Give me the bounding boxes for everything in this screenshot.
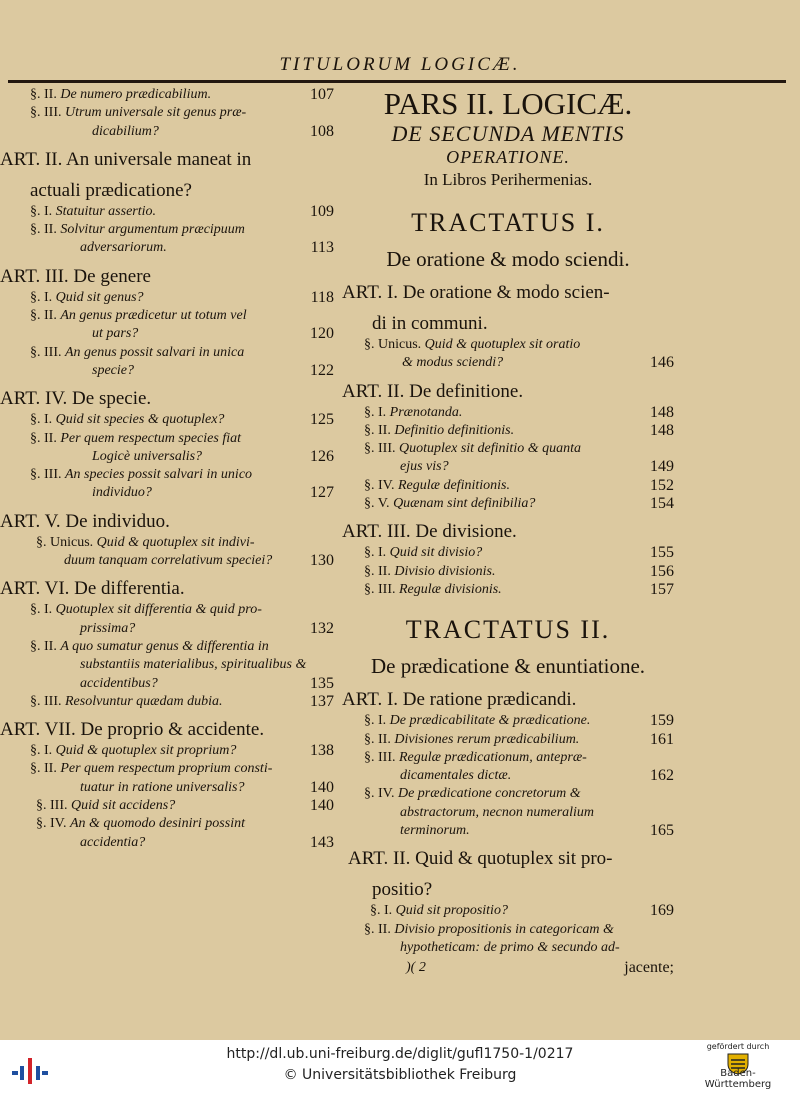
running-head: TITULORUM LOGICÆ.	[279, 54, 521, 75]
toc-section-line	[30, 430, 334, 448]
page-number: 137	[310, 692, 334, 710]
toc-heading	[342, 611, 674, 649]
page-number: 130	[310, 552, 334, 570]
section-symbol: §. III.	[30, 105, 65, 121]
toc-section-line	[36, 815, 334, 833]
page-number: 148	[650, 403, 674, 421]
viewer-footer	[0, 1040, 800, 1094]
page-number: 122	[310, 361, 334, 379]
entry-text: ART. IV. De specie.	[0, 388, 152, 410]
toc-heading	[342, 651, 674, 681]
page-number: 156	[650, 562, 674, 580]
toc-article-line	[0, 387, 334, 411]
page-number: 126	[310, 447, 334, 465]
section-symbol: §. III.	[30, 344, 65, 360]
entry-text: Per quem respectum proprium consti-	[60, 761, 273, 777]
section-symbol: §. IV.	[364, 477, 398, 493]
page-number: 159	[650, 712, 674, 730]
left-column	[0, 86, 334, 852]
entry-text: dicamentales dictæ.	[400, 768, 512, 784]
page-number: 154	[650, 495, 674, 513]
section-symbol: §. II.	[30, 761, 61, 777]
entry-text: Quid sit divisio?	[389, 545, 483, 561]
entry-text: accidentia?	[80, 834, 146, 850]
entry-text: An species possit salvari in unico	[65, 467, 253, 483]
entry-text: Statuitur assertio.	[55, 203, 157, 219]
toc-section-line	[364, 731, 674, 749]
entry-text: Quid sit accidens?	[71, 798, 176, 814]
entry-text: adversariorum.	[80, 240, 167, 256]
page-number: 118	[310, 288, 334, 306]
entry-text: In Libros Perihermenias.	[423, 170, 593, 189]
section-symbol: §. Unicus.	[36, 534, 97, 550]
entry-text: Divisiones rerum prædicabilium.	[394, 731, 580, 747]
toc-section-line	[30, 742, 334, 760]
entry-text: ART. I. De ratione prædicandi.	[342, 689, 577, 711]
entry-text: Quid sit genus?	[55, 289, 144, 305]
page-number: 143	[310, 833, 334, 851]
toc-section-line	[400, 804, 674, 822]
section-symbol: §. III.	[30, 693, 65, 709]
sponsor-badge	[688, 1042, 788, 1092]
toc-section-line	[92, 448, 334, 466]
entry-text: Quotuplex sit differentia & quid pro-	[55, 602, 262, 618]
page-number: 107	[310, 86, 334, 103]
entry-text: De oratione & modo sciendi.	[386, 247, 630, 271]
toc-section-line	[364, 477, 674, 495]
entry-text: Solvitur argumentum præcipuum	[60, 222, 245, 238]
toc-section-line	[364, 712, 674, 730]
toc-article-line	[372, 312, 674, 336]
section-symbol: §. III.	[364, 749, 399, 765]
entry-text: accidentibus?	[80, 675, 158, 691]
toc-section-line	[30, 307, 334, 325]
entry-text: An genus possit salvari in unica	[65, 344, 245, 360]
entry-text: individuo?	[92, 485, 152, 501]
toc-article-line	[372, 878, 674, 902]
copyright-notice: © Universitätsbibliothek Freiburg	[283, 1067, 517, 1083]
toc-section-line	[80, 675, 334, 693]
entry-text: ART. VII. De proprio & accidente.	[0, 719, 265, 741]
entry-text: Divisio divisionis.	[394, 563, 496, 579]
section-symbol: §. II.	[364, 921, 395, 937]
page-number: 120	[310, 325, 334, 343]
toc-section-line	[364, 921, 674, 939]
section-symbol: §. I.	[370, 903, 396, 919]
entry-text: A quo sumatur genus & differentia in	[60, 638, 269, 654]
page-number: 127	[310, 484, 334, 502]
entry-text: Regulæ definitionis.	[397, 477, 510, 493]
toc-section-line	[364, 785, 674, 803]
toc-section-line	[30, 466, 334, 484]
toc-section-line	[80, 656, 334, 674]
entry-text: De prædicatione & enuntiatione.	[370, 654, 646, 679]
entry-text: ART. II. De definitione.	[342, 380, 524, 402]
page-number: 161	[650, 730, 674, 748]
entry-text: TRACTATUS II.	[405, 615, 611, 645]
section-symbol: §. I.	[30, 203, 56, 219]
section-symbol: §. II.	[364, 422, 395, 438]
toc-article-line	[0, 510, 334, 534]
toc-article-line	[342, 380, 674, 404]
entry-text: di in communi.	[372, 313, 488, 334]
toc-article-line	[342, 281, 674, 305]
toc-section-line	[364, 336, 674, 354]
entry-text: Per quem respectum species fiat	[60, 430, 241, 446]
entry-text: tuatur in ratione universalis?	[80, 779, 245, 795]
section-symbol: §. II.	[30, 87, 61, 102]
toc-heading	[342, 244, 674, 274]
toc-heading	[342, 168, 674, 192]
section-symbol: §. III.	[30, 467, 65, 483]
page-number: 149	[650, 458, 674, 476]
toc-section-line	[364, 749, 674, 767]
entry-text: Utrum universale sit genus præ-	[65, 105, 247, 121]
entry-text: De prædicabilitate & prædicatione.	[389, 713, 591, 729]
entry-text: Prænotanda.	[389, 404, 463, 420]
entry-text: OPERATIONE.	[446, 147, 570, 167]
entry-text: abstractorum, necnon numeralium	[400, 804, 595, 820]
section-symbol: §. III.	[364, 581, 399, 597]
toc-article-line	[342, 688, 674, 712]
page-number: 108	[310, 122, 334, 140]
toc-section-line	[400, 939, 674, 957]
toc-article-line	[30, 179, 334, 203]
entry-text: actuali prædicatione?	[30, 179, 192, 201]
entry-text: ART. II. Quid & quotuplex sit pro-	[348, 848, 613, 870]
entry-text: Quotuplex sit definitio & quanta	[399, 441, 581, 457]
entry-text: Quid & quotuplex sit proprium?	[55, 743, 237, 759]
entry-text: & modus sciendi?	[402, 355, 504, 371]
toc-article-line	[342, 520, 674, 544]
toc-section-line	[400, 767, 674, 785]
section-symbol: §. II.	[30, 430, 61, 446]
entry-text: ART. V. De individuo.	[0, 510, 170, 532]
section-symbol: §. II.	[30, 638, 61, 654]
entry-text: Quid & quotuplex sit oratio	[424, 337, 581, 352]
section-symbol: §. I.	[364, 404, 390, 420]
section-symbol: §. II.	[364, 731, 395, 747]
section-symbol: §. I.	[30, 743, 56, 759]
toc-section-line	[30, 289, 334, 307]
toc-section-line	[80, 779, 334, 797]
toc-section-line	[30, 203, 334, 221]
entry-text: Divisio propositionis in categoricam &	[394, 921, 614, 937]
toc-section-line	[30, 601, 334, 619]
entry-text: terminorum.	[400, 823, 470, 839]
entry-text: Definitio definitionis.	[394, 422, 515, 438]
section-symbol: §. V.	[364, 496, 394, 512]
entry-text: ART. III. De genere	[0, 265, 151, 287]
entry-text: ART. I. De oratione & modo scien-	[342, 282, 610, 303]
section-symbol: §. III.	[364, 441, 399, 457]
section-symbol: §. I.	[30, 412, 56, 428]
page-number: 140	[310, 778, 334, 796]
toc-heading	[342, 86, 674, 122]
entry-text: duum tanquam correlativum speciei?	[64, 553, 273, 569]
toc-section-line	[36, 534, 334, 552]
page-number: 165	[650, 822, 674, 840]
toc-article-line	[0, 265, 334, 289]
page-number: 140	[310, 797, 334, 815]
toc-article-line	[348, 847, 674, 871]
toc-section-line	[400, 458, 674, 476]
toc-section-line	[402, 354, 674, 372]
toc-section-line	[364, 422, 674, 440]
entry-text: hypotheticam: de primo & secundo ad-	[400, 939, 620, 955]
entry-text: specie?	[92, 362, 134, 378]
toc-section-line	[80, 834, 334, 852]
toc-heading	[406, 957, 674, 979]
entry-text: Quid sit species & quotuplex?	[55, 412, 225, 428]
entry-text: Quænam sint definibilia?	[393, 496, 536, 512]
toc-section-line	[64, 552, 334, 570]
entry-text: prissima?	[80, 620, 136, 636]
page-number: 132	[310, 619, 334, 637]
page-number: 162	[650, 767, 674, 785]
toc-section-line	[370, 902, 674, 920]
entry-text: De prædicatione concretorum &	[397, 786, 581, 802]
section-symbol: §. II.	[364, 563, 395, 579]
section-symbol: §. Unicus.	[364, 337, 425, 352]
page-number: 148	[650, 421, 674, 439]
toc-section-line	[30, 86, 334, 104]
toc-article-line	[0, 148, 334, 172]
entry-text: Regulæ divisionis.	[399, 581, 502, 597]
section-symbol: §. I.	[364, 545, 390, 561]
toc-article-line	[0, 718, 334, 742]
section-symbol: §. I.	[364, 713, 390, 729]
page-number: 155	[650, 544, 674, 562]
toc-section-line	[92, 123, 334, 141]
page-number: 125	[310, 411, 334, 429]
entry-text: DE SECUNDA MENTIS	[391, 121, 625, 146]
toc-section-line	[364, 563, 674, 581]
toc-section-line	[80, 239, 334, 257]
entry-text: ut pars?	[92, 326, 139, 342]
page-number: 109	[310, 202, 334, 220]
toc-section-line	[400, 822, 674, 840]
toc-section-line	[364, 404, 674, 422]
header-rule	[8, 80, 786, 83]
entry-text: ART. III. De divisione.	[342, 521, 517, 543]
section-symbol: §. III.	[36, 798, 71, 814]
entry-text: substantiis materialibus, spiritualibus &	[80, 657, 307, 673]
right-column	[342, 86, 674, 979]
page-number: 113	[310, 239, 334, 257]
toc-heading	[342, 146, 674, 168]
toc-section-line	[30, 411, 334, 429]
entry-text: ART. II. An universale maneat in	[0, 148, 252, 170]
toc-section-line	[30, 221, 334, 239]
section-symbol: §. I.	[30, 289, 56, 305]
sponsor-name: Baden-Württemberg	[704, 1068, 772, 1090]
entry-text: Quid sit propositio?	[395, 903, 508, 919]
toc-heading	[342, 204, 674, 242]
entry-text: Quid & quotuplex sit indivi-	[96, 534, 255, 550]
entry-text: dicabilium?	[92, 123, 159, 139]
entry-text: Regulæ prædicationum, antepræ-	[399, 749, 587, 765]
toc-section-line	[364, 440, 674, 458]
section-symbol: §. IV.	[364, 786, 398, 802]
page-number: jacente;	[624, 959, 674, 977]
section-symbol: §. I.	[30, 602, 56, 618]
page-number: 152	[650, 476, 674, 494]
toc-section-line	[30, 693, 334, 711]
entry-text: ART. VI. De differentia.	[0, 578, 185, 600]
entry-text: An & quomodo desiniri possint	[69, 816, 245, 832]
toc-section-line	[80, 620, 334, 638]
entry-text: De numero prædicabilium.	[60, 87, 212, 102]
section-symbol: §. II.	[30, 308, 61, 324]
toc-section-line	[30, 344, 334, 362]
entry-text: )( 2	[406, 960, 426, 976]
page-number: 138	[310, 742, 334, 760]
toc-section-line	[92, 362, 334, 380]
entry-text: Logicè universalis?	[92, 448, 203, 464]
page-number: 146	[650, 354, 674, 372]
entry-text: ejus vis?	[400, 459, 449, 475]
toc-article-line	[0, 577, 334, 601]
entry-text: PARS II. LOGICÆ.	[383, 86, 633, 121]
section-symbol: §. II.	[30, 222, 61, 238]
entry-text: positio?	[372, 879, 433, 901]
toc-section-line	[92, 325, 334, 343]
toc-section-line	[30, 104, 334, 122]
page-number: 169	[650, 902, 674, 920]
entry-text: An genus prædicetur ut totum vel	[60, 308, 247, 324]
page-number: 135	[310, 674, 334, 692]
entry-text: Resolvuntur quædam dubia.	[65, 693, 223, 709]
sponsor-caption: gefördert durch	[706, 1042, 770, 1051]
toc-section-line	[364, 544, 674, 562]
section-symbol: §. IV.	[36, 816, 70, 832]
toc-section-line	[36, 797, 334, 815]
toc-section-line	[30, 760, 334, 778]
permalink-url[interactable]: http://dl.ub.uni-freiburg.de/diglit/gufl1750-1/0217	[226, 1046, 574, 1062]
toc-section-line	[364, 495, 674, 513]
entry-text: TRACTATUS I.	[411, 208, 605, 237]
toc-section-line	[30, 638, 334, 656]
toc-heading	[342, 122, 674, 146]
toc-section-line	[92, 484, 334, 502]
page-number: 157	[650, 580, 674, 598]
toc-section-line	[364, 581, 674, 599]
